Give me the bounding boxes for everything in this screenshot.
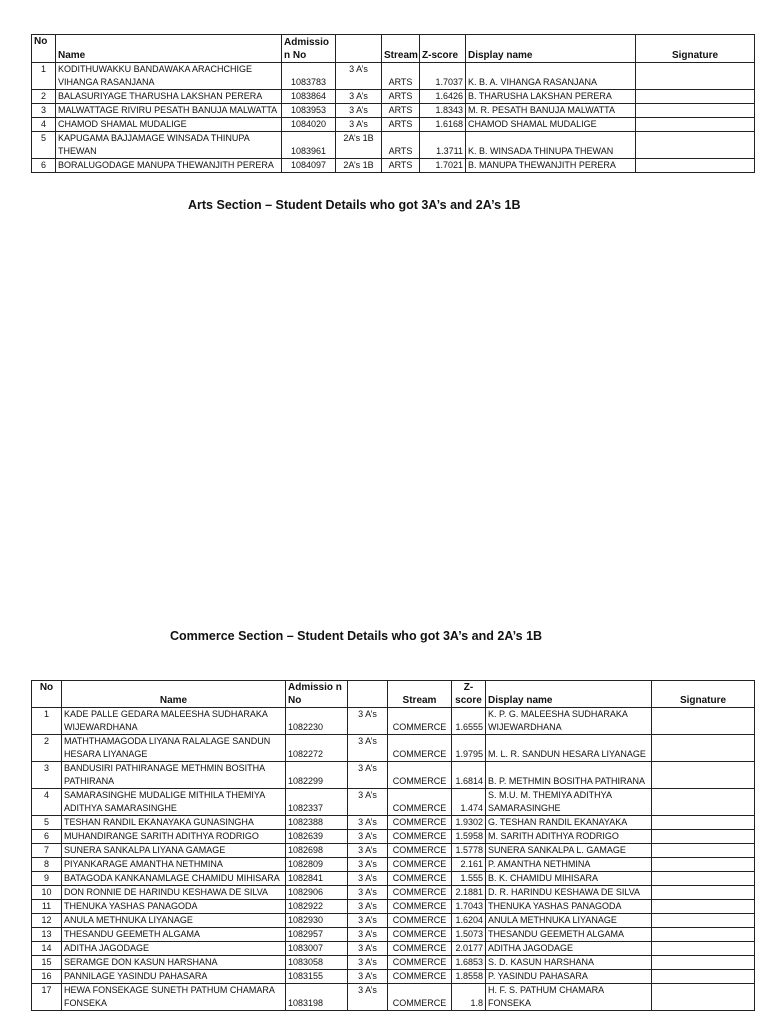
row-no: 6	[32, 830, 62, 844]
row-no: 1	[32, 708, 62, 735]
row-stream: COMMERCE	[388, 928, 452, 942]
commerce-header-row	[32, 681, 755, 708]
row-grade: 3 A’s	[348, 708, 388, 735]
row-admission-no: 1083058	[286, 956, 348, 970]
row-signature	[652, 872, 755, 886]
row-grade: 3 A’s	[336, 104, 382, 118]
row-stream: COMMERCE	[388, 914, 452, 928]
row-no: 3	[32, 104, 56, 118]
row-signature	[652, 984, 755, 1011]
header-display-name: Display name	[466, 35, 636, 63]
row-display-name: G. TESHAN RANDIL EKANAYAKA	[486, 816, 652, 830]
header-zscore: Z-score	[420, 35, 466, 63]
row-display-name: K. P. G. MALEESHA SUDHARAKA WIJEWARDHANA	[486, 708, 652, 735]
row-name: TESHAN RANDIL EKANAYAKA GUNASINGHA	[62, 816, 286, 830]
row-signature	[636, 104, 755, 118]
row-name: CHAMOD SHAMAL MUDALIGE	[56, 118, 282, 132]
row-name: SAMARASINGHE MUDALIGE MITHILA THEMIYA ADITHYA SAMARASINGHE	[62, 789, 286, 816]
row-grade: 3 A’s	[348, 886, 388, 900]
row-stream: COMMERCE	[388, 886, 452, 900]
row-admission-no: 1083953	[282, 104, 336, 118]
table-row	[32, 886, 755, 900]
row-signature	[652, 858, 755, 872]
row-admission-no: 1083007	[286, 942, 348, 956]
row-signature	[652, 886, 755, 900]
table-row	[32, 90, 755, 104]
row-admission-no: 1082906	[286, 886, 348, 900]
header-name: Name	[56, 35, 282, 63]
row-stream: COMMERCE	[388, 970, 452, 984]
row-name: MALWATTAGE RIVIRU PESATH BANUJA MALWATTA	[56, 104, 282, 118]
row-signature	[652, 928, 755, 942]
row-no: 8	[32, 858, 62, 872]
row-grade: 3 A’s	[336, 63, 382, 90]
row-signature	[652, 816, 755, 830]
row-admission-no: 1083783	[282, 63, 336, 90]
row-zscore: 1.9795	[452, 735, 486, 762]
row-zscore: 1.6853	[452, 956, 486, 970]
row-name: ADITHA JAGODAGE	[62, 942, 286, 956]
row-signature	[652, 844, 755, 858]
row-signature	[636, 90, 755, 104]
table-row	[32, 942, 755, 956]
row-name: KODITHUWAKKU BANDAWAKA ARACHCHIGE VIHANGA RASANJANA	[56, 63, 282, 90]
row-grade: 3 A’s	[348, 970, 388, 984]
row-no: 15	[32, 956, 62, 970]
row-grade: 3 A’s	[336, 118, 382, 132]
row-no: 6	[32, 159, 56, 173]
row-name: KAPUGAMA BAJJAMAGE WINSADA THINUPA THEWAN	[56, 132, 282, 159]
row-grade: 3 A’s	[348, 816, 388, 830]
row-name: THENUKA YASHAS PANAGODA	[62, 900, 286, 914]
header-no: No	[32, 681, 62, 708]
row-display-name: D. R. HARINDU KESHAWA DE SILVA	[486, 886, 652, 900]
table-row	[32, 159, 755, 173]
row-stream: ARTS	[382, 132, 420, 159]
header-admission: Admissio n No	[286, 681, 348, 708]
header-no: No	[32, 35, 56, 63]
row-admission-no: 1082957	[286, 928, 348, 942]
row-no: 11	[32, 900, 62, 914]
row-no: 14	[32, 942, 62, 956]
table-row	[32, 872, 755, 886]
row-no: 2	[32, 735, 62, 762]
arts-body	[32, 63, 755, 173]
row-display-name: CHAMOD SHAMAL MUDALIGE	[466, 118, 636, 132]
row-no: 3	[32, 762, 62, 789]
row-signature	[652, 830, 755, 844]
row-admission-no: 1082388	[286, 816, 348, 830]
row-stream: ARTS	[382, 63, 420, 90]
row-zscore: 1.9302	[452, 816, 486, 830]
row-stream: COMMERCE	[388, 956, 452, 970]
table-row	[32, 914, 755, 928]
header-grade	[336, 35, 382, 63]
row-name: SERAMGE DON KASUN HARSHANA	[62, 956, 286, 970]
row-stream: ARTS	[382, 118, 420, 132]
row-no: 10	[32, 886, 62, 900]
table-row	[32, 830, 755, 844]
row-no: 13	[32, 928, 62, 942]
row-name: PANNILAGE YASINDU PAHASARA	[62, 970, 286, 984]
row-stream: ARTS	[382, 90, 420, 104]
table-row	[32, 63, 755, 90]
row-stream: COMMERCE	[388, 844, 452, 858]
table-row	[32, 118, 755, 132]
row-stream: COMMERCE	[388, 900, 452, 914]
table-row	[32, 858, 755, 872]
table-row	[32, 708, 755, 735]
row-zscore: 1.7021	[420, 159, 466, 173]
row-zscore: 2.161	[452, 858, 486, 872]
row-admission-no: 1082299	[286, 762, 348, 789]
row-stream: ARTS	[382, 159, 420, 173]
row-stream: COMMERCE	[388, 708, 452, 735]
row-signature	[636, 63, 755, 90]
row-stream: COMMERCE	[388, 942, 452, 956]
row-zscore: 1.6168	[420, 118, 466, 132]
row-admission-no: 1084097	[282, 159, 336, 173]
row-signature	[652, 900, 755, 914]
row-admission-no: 1082639	[286, 830, 348, 844]
row-zscore: 2.0177	[452, 942, 486, 956]
row-no: 4	[32, 118, 56, 132]
row-display-name: B. P. METHMIN BOSITHA PATHIRANA	[486, 762, 652, 789]
row-display-name: B. K. CHAMIDU MIHISARA	[486, 872, 652, 886]
row-signature	[636, 118, 755, 132]
table-row	[32, 132, 755, 159]
row-name: BALASURIYAGE THARUSHA LAKSHAN PERERA	[56, 90, 282, 104]
commerce-body	[32, 708, 755, 1011]
row-name: KADE PALLE GEDARA MALEESHA SUDHARAKA WIJEWARDHANA	[62, 708, 286, 735]
row-grade: 3 A’s	[348, 830, 388, 844]
row-grade: 3 A’s	[348, 942, 388, 956]
row-zscore: 1.6555	[452, 708, 486, 735]
row-grade: 3 A’s	[348, 789, 388, 816]
row-display-name: S. D. KASUN HARSHANA	[486, 956, 652, 970]
row-admission-no: 1084020	[282, 118, 336, 132]
row-admission-no: 1083864	[282, 90, 336, 104]
row-stream: COMMERCE	[388, 789, 452, 816]
row-no: 5	[32, 816, 62, 830]
row-no: 9	[32, 872, 62, 886]
row-no: 1	[32, 63, 56, 90]
row-name: ANULA METHNUKA LIYANAGE	[62, 914, 286, 928]
row-name: SUNERA SANKALPA LIYANA GAMAGE	[62, 844, 286, 858]
row-signature	[652, 708, 755, 735]
row-stream: COMMERCE	[388, 858, 452, 872]
table-row	[32, 844, 755, 858]
row-zscore: 1.5958	[452, 830, 486, 844]
header-name: Name	[62, 681, 286, 708]
row-name: HEWA FONSEKAGE SUNETH PATHUM CHAMARA FONSEKA	[62, 984, 286, 1011]
row-zscore: 1.5778	[452, 844, 486, 858]
row-signature	[652, 914, 755, 928]
row-no: 16	[32, 970, 62, 984]
row-display-name: B. MANUPA THEWANJITH PERERA	[466, 159, 636, 173]
row-no: 5	[32, 132, 56, 159]
table-row	[32, 984, 755, 1011]
row-no: 2	[32, 90, 56, 104]
row-admission-no: 1082930	[286, 914, 348, 928]
row-grade: 2A’s 1B	[336, 132, 382, 159]
row-zscore: 1.8	[452, 984, 486, 1011]
row-display-name: P. AMANTHA NETHMINA	[486, 858, 652, 872]
row-display-name: M. R. PESATH BANUJA MALWATTA	[466, 104, 636, 118]
row-name: THESANDU GEEMETH ALGAMA	[62, 928, 286, 942]
row-admission-no: 1082841	[286, 872, 348, 886]
row-admission-no: 1083198	[286, 984, 348, 1011]
row-no: 7	[32, 844, 62, 858]
row-zscore: 1.7043	[452, 900, 486, 914]
row-name: BORALUGODAGE MANUPA THEWANJITH PERERA	[56, 159, 282, 173]
table-row	[32, 104, 755, 118]
row-name: DON RONNIE DE HARINDU KESHAWA DE SILVA	[62, 886, 286, 900]
row-name: PIYANKARAGE AMANTHA NETHMINA	[62, 858, 286, 872]
row-name: BANDUSIRI PATHIRANAGE METHMIN BOSITHA PATHIRANA	[62, 762, 286, 789]
table-row	[32, 900, 755, 914]
row-zscore: 1.3711	[420, 132, 466, 159]
row-display-name: B. THARUSHA LAKSHAN PERERA	[466, 90, 636, 104]
row-no: 4	[32, 789, 62, 816]
row-name: MATHTHAMAGODA LIYANA RALALAGE SANDUN HESARA LIYANAGE	[62, 735, 286, 762]
row-signature	[652, 789, 755, 816]
header-admission: Admissio n No	[282, 35, 336, 63]
table-row	[32, 956, 755, 970]
row-display-name: M. L. R. SANDUN HESARA LIYANAGE	[486, 735, 652, 762]
row-grade: 2A’s 1B	[336, 159, 382, 173]
row-grade: 3 A’s	[348, 844, 388, 858]
row-stream: COMMERCE	[388, 735, 452, 762]
commerce-table	[31, 680, 755, 1011]
row-zscore: 1.6426	[420, 90, 466, 104]
row-name: MUHANDIRANGE SARITH ADITHYA RODRIGO	[62, 830, 286, 844]
row-zscore: 1.6814	[452, 762, 486, 789]
row-grade: 3 A’s	[348, 956, 388, 970]
arts-section-title: Arts Section – Student Details who got 3A’s and 2A’s 1B	[188, 198, 521, 212]
row-admission-no: 1083961	[282, 132, 336, 159]
row-zscore: 2.1881	[452, 886, 486, 900]
arts-table	[31, 34, 755, 173]
row-display-name: M. SARITH ADITHYA RODRIGO	[486, 830, 652, 844]
row-zscore: 1.5073	[452, 928, 486, 942]
arts-header-row	[32, 35, 755, 63]
row-zscore: 1.6204	[452, 914, 486, 928]
row-name: BATAGODA KANKANAMLAGE CHAMIDU MIHISARA	[62, 872, 286, 886]
row-grade: 3 A’s	[348, 858, 388, 872]
row-zscore: 1.7037	[420, 63, 466, 90]
row-grade: 3 A’s	[348, 762, 388, 789]
row-grade: 3 A’s	[348, 900, 388, 914]
row-signature	[652, 762, 755, 789]
header-stream: Stream	[382, 35, 420, 63]
row-stream: COMMERCE	[388, 762, 452, 789]
table-row	[32, 762, 755, 789]
header-signature: Signature	[636, 35, 755, 63]
row-zscore: 1.555	[452, 872, 486, 886]
header-zscore: Z- score	[452, 681, 486, 708]
row-display-name: S. M.U. M. THEMIYA ADITHYA SAMARASINGHE	[486, 789, 652, 816]
row-signature	[652, 970, 755, 984]
row-stream: COMMERCE	[388, 872, 452, 886]
table-row	[32, 789, 755, 816]
row-display-name: K. B. WINSADA THINUPA THEWAN	[466, 132, 636, 159]
row-grade: 3 A’s	[348, 872, 388, 886]
header-stream: Stream	[388, 681, 452, 708]
row-stream: COMMERCE	[388, 816, 452, 830]
row-display-name: P. YASINDU PAHASARA	[486, 970, 652, 984]
row-display-name: ANULA METHNUKA LIYANAGE	[486, 914, 652, 928]
row-grade: 3 A’s	[348, 735, 388, 762]
row-admission-no: 1083155	[286, 970, 348, 984]
row-zscore: 1.8558	[452, 970, 486, 984]
row-stream: COMMERCE	[388, 830, 452, 844]
row-no: 12	[32, 914, 62, 928]
commerce-section-title: Commerce Section – Student Details who got 3A’s and 2A’s 1B	[170, 629, 543, 643]
header-grade	[348, 681, 388, 708]
row-admission-no: 1082272	[286, 735, 348, 762]
row-signature	[652, 956, 755, 970]
row-signature	[652, 735, 755, 762]
table-row	[32, 928, 755, 942]
row-signature	[636, 132, 755, 159]
row-display-name: SUNERA SANKALPA L. GAMAGE	[486, 844, 652, 858]
row-zscore: 1.474	[452, 789, 486, 816]
row-display-name: K. B. A. VIHANGA RASANJANA	[466, 63, 636, 90]
row-stream: COMMERCE	[388, 984, 452, 1011]
row-stream: ARTS	[382, 104, 420, 118]
row-zscore: 1.8343	[420, 104, 466, 118]
table-row	[32, 970, 755, 984]
row-admission-no: 1082230	[286, 708, 348, 735]
row-grade: 3 A’s	[348, 928, 388, 942]
table-row	[32, 816, 755, 830]
row-admission-no: 1082922	[286, 900, 348, 914]
row-grade: 3 A’s	[348, 914, 388, 928]
row-grade: 3 A’s	[336, 90, 382, 104]
row-display-name: ADITHA JAGODAGE	[486, 942, 652, 956]
row-grade: 3 A’s	[348, 984, 388, 1011]
header-display-name: Display name	[486, 681, 652, 708]
row-admission-no: 1082809	[286, 858, 348, 872]
row-signature	[652, 942, 755, 956]
row-display-name: H. F. S. PATHUM CHAMARA FONSEKA	[486, 984, 652, 1011]
row-display-name: THESANDU GEEMETH ALGAMA	[486, 928, 652, 942]
row-signature	[636, 159, 755, 173]
row-admission-no: 1082337	[286, 789, 348, 816]
table-row	[32, 735, 755, 762]
row-no: 17	[32, 984, 62, 1011]
row-admission-no: 1082698	[286, 844, 348, 858]
row-display-name: THENUKA YASHAS PANAGODA	[486, 900, 652, 914]
header-signature: Signature	[652, 681, 755, 708]
